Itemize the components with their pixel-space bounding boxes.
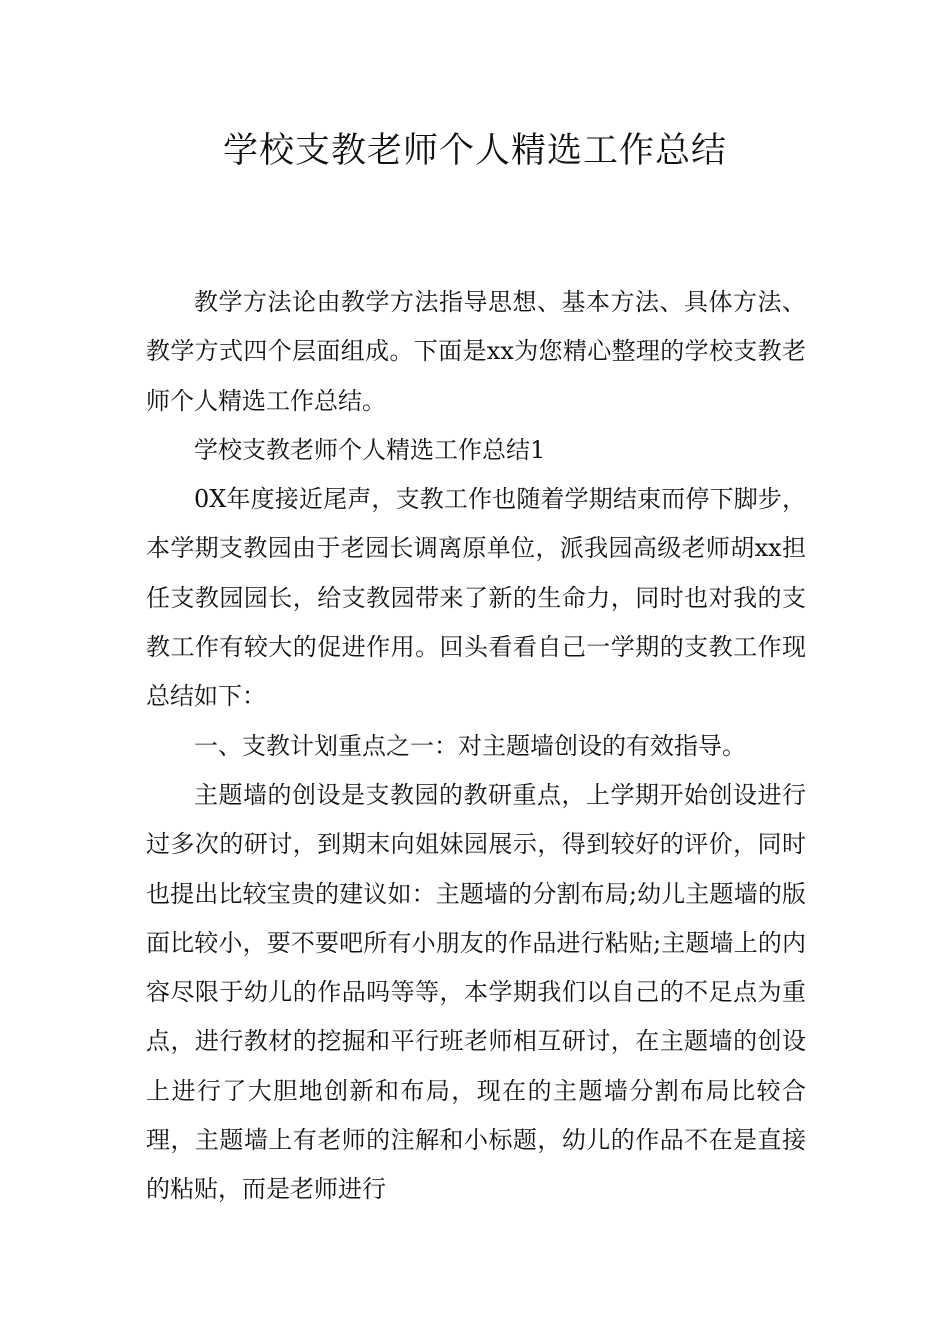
paragraph-summary-opening: 0X年度接近尾声，支教工作也随着学期结束而停下脚步，本学期支教园由于老园长调离原单位，派我园高级老师胡xx担任支教园园长，给支教园带来了新的生命力，同时也对我的支教工作有较大的促进作用。回头看看自己一学期的支教工作现总结如下： bbox=[146, 485, 806, 711]
paragraph-section-heading: 学校支教老师个人精选工作总结1 bbox=[194, 435, 546, 464]
paragraph-intro: 教学方法论由教学方法指导思想、基本方法、具体方法、教学方式四个层面组成。下面是xx为您精心整理的学校支教老师个人精选工作总结。 bbox=[146, 288, 806, 415]
paragraph-plan-point-one: 一、支教计划重点之一：对主题墙创设的有效指导。 bbox=[194, 731, 746, 760]
document-body bbox=[146, 278, 806, 1215]
paragraph-theme-wall: 主题墙的创设是支教园的教研重点，上学期开始创设进行过多次的研讨，到期末向姐妹园展示，得到较好的评价，同时也提出比较宝贵的建议如：主题墙的分割布局;幼儿主题墙的版面比较小，要不要吧所有小朋友的作品进行粘贴;主题墙上的内容尽限于幼儿的作品吗等等，本学期我们以自己的不足点为重点，进行教材的挖掘和平行班老师相互研讨，在主题墙的创设上进行了大胆地创新和布局，现在的主题墙分割布局比较合理，主题墙上有老师的注解和小标题，幼儿的作品不在是直接的粘贴，而是老师进行 bbox=[146, 780, 806, 1204]
document-title: 学校支教老师个人精选工作总结 bbox=[222, 131, 727, 171]
